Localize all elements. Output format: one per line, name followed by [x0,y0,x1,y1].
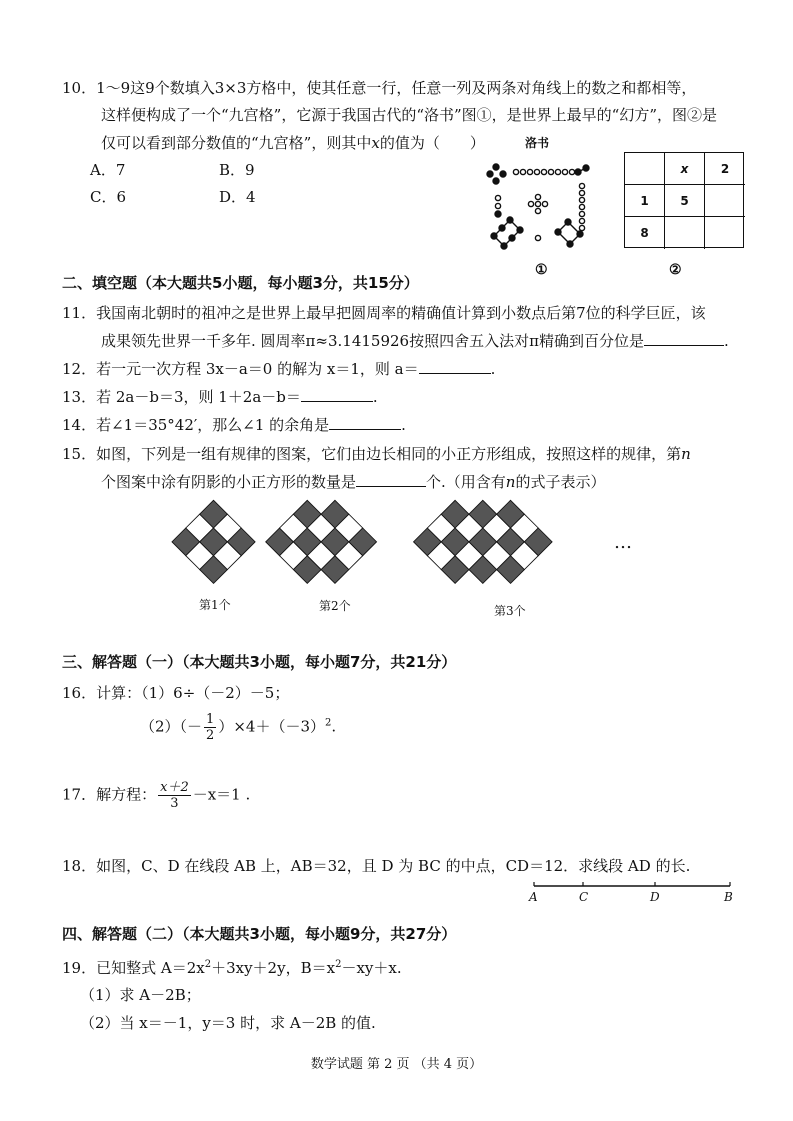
q13: 13．若 2a－b＝3，则 1＋2a－b＝ . [62,388,378,406]
point-a-label: A [529,890,538,904]
q17-fraction: $\frac{x+2}{3}$ [160,780,189,811]
q15-pattern-figure [168,495,648,595]
grid-cell: x [665,153,705,185]
grid-cell: 1 [625,185,665,217]
q14: 14．若∠1＝35°42′，那么∠1 的余角是 . [62,416,406,434]
grid-cell [705,217,745,249]
grid-cell [705,185,745,217]
grid-cell: 5 [665,185,705,217]
q19-number: 19． [62,959,97,977]
q13-number: 13． [62,388,97,406]
section-4-title: 四、解答题（二）（本大题共3小题，每小题9分，共27分） [62,925,457,943]
grid-cell [625,153,665,185]
q10-option-b[interactable]: B．9 [219,161,255,179]
q10-line2: 这样便构成了一个“九宫格”，它源于我国古代的“洛书”图①，是世界上最早的“幻方”，图②是 [101,106,718,124]
point-c-label: C [579,890,589,904]
section-2-title: 二、填空题（本大题共5小题，每小题3分，共15分） [62,274,419,292]
q10-number: 10． [62,79,97,97]
pattern-label-2: 第2个 [319,599,351,613]
grid-cell: 2 [705,153,745,185]
q16-number: 16． [62,684,97,702]
pattern-1 [172,500,255,583]
q18-number: 18． [62,857,97,875]
point-b-label: B [724,890,733,904]
magic-square-grid [624,152,744,248]
section-3-title: 三、解答题（一）（本大题共3小题，每小题7分，共21分） [62,653,457,671]
q10-line3: 仅可以看到部分数值的“九宫格”，则其中x的值为（ ） [101,134,485,152]
q12: 12．若一元一次方程 3x－a＝0 的解为 x＝1，则 a＝ . [62,360,496,378]
q11-answer-blank[interactable] [644,331,724,346]
q16-line2: （2）（－ $\frac{1}{2}$ ）$\times 4+(-3)^2$. [140,712,337,743]
point-d-label: D [650,890,660,904]
q19-line1: 19．已知整式 $A=2x^2+3xy+2y$，$B=x^2-xy+x$. [62,959,402,977]
q18-line-segment-figure [520,880,744,910]
grid-cell: 8 [625,217,665,249]
q17-number: 17． [62,785,97,804]
q15-answer-blank[interactable] [356,472,426,487]
pattern-label-3: 第3个 [494,604,526,618]
pattern-ellipsis: … [614,532,632,553]
q18: 18．如图，C、D 在线段 AB 上，AB＝32，且 D 为 BC 的中点，CD＝12．求线段 AD 的长. [62,857,691,875]
q13-answer-blank[interactable] [301,387,373,402]
q10-option-c[interactable]: C．6 [90,188,127,206]
q11-number: 11． [62,304,97,322]
page-footer: 数学试题 第 2 页 （共 4 页） [310,1057,483,1072]
q19-part1: （1）求 A－2B； [80,986,201,1004]
pattern-3 [414,500,553,583]
q15-number: 15． [62,445,97,463]
fig2-label: ② [669,262,682,278]
pattern-label-1: 第1个 [199,598,231,612]
grid-cell [665,217,705,249]
q15-line2: 个图案中涂有阴影的小正方形的数量是 个.（用含有n的式子表示） [101,473,606,491]
q12-number: 12． [62,360,97,378]
luoshu-figure [482,152,594,252]
q19-part2: （2）当 x＝－1，y＝3 时，求 A－2B 的值. [80,1014,376,1032]
q16-line1: 16．计算：（1）6÷（－2）－5； [62,684,290,702]
q10-option-d[interactable]: D．4 [219,188,256,206]
q15-line1: 15．如图，下列是一组有规律的图案，它们由边长相同的小正方形组成，按照这样的规律，第n [62,445,691,463]
q10-line1: 10．1～9这9个数填入3×3方格中，使其任意一行，任意一列及两条对角线上的数之和都相等， [62,79,697,97]
pattern-2 [266,500,377,583]
fig1-label: ① [535,262,548,278]
q14-number: 14． [62,416,97,434]
q16-fraction: $\frac{1}{2}$ [206,712,215,743]
q11-line1: 11．我国南北朝时的祖冲之是世界上最早把圆周率的精确值计算到小数点后第7位的科学巨匠，该 [62,304,706,322]
q11-line2: 成果领先世界一千多年. 圆周率π≈3.1415926按照四舍五入法对π精确到百分位是 . [101,332,729,350]
q12-answer-blank[interactable] [419,359,491,374]
q10-option-a[interactable]: A．7 [90,161,126,179]
q17: 17．解方程： $\frac{x+2}{3}$ －x＝1 . [62,780,251,811]
luoshu-title: 洛书 [525,136,550,150]
q14-answer-blank[interactable] [329,415,401,430]
